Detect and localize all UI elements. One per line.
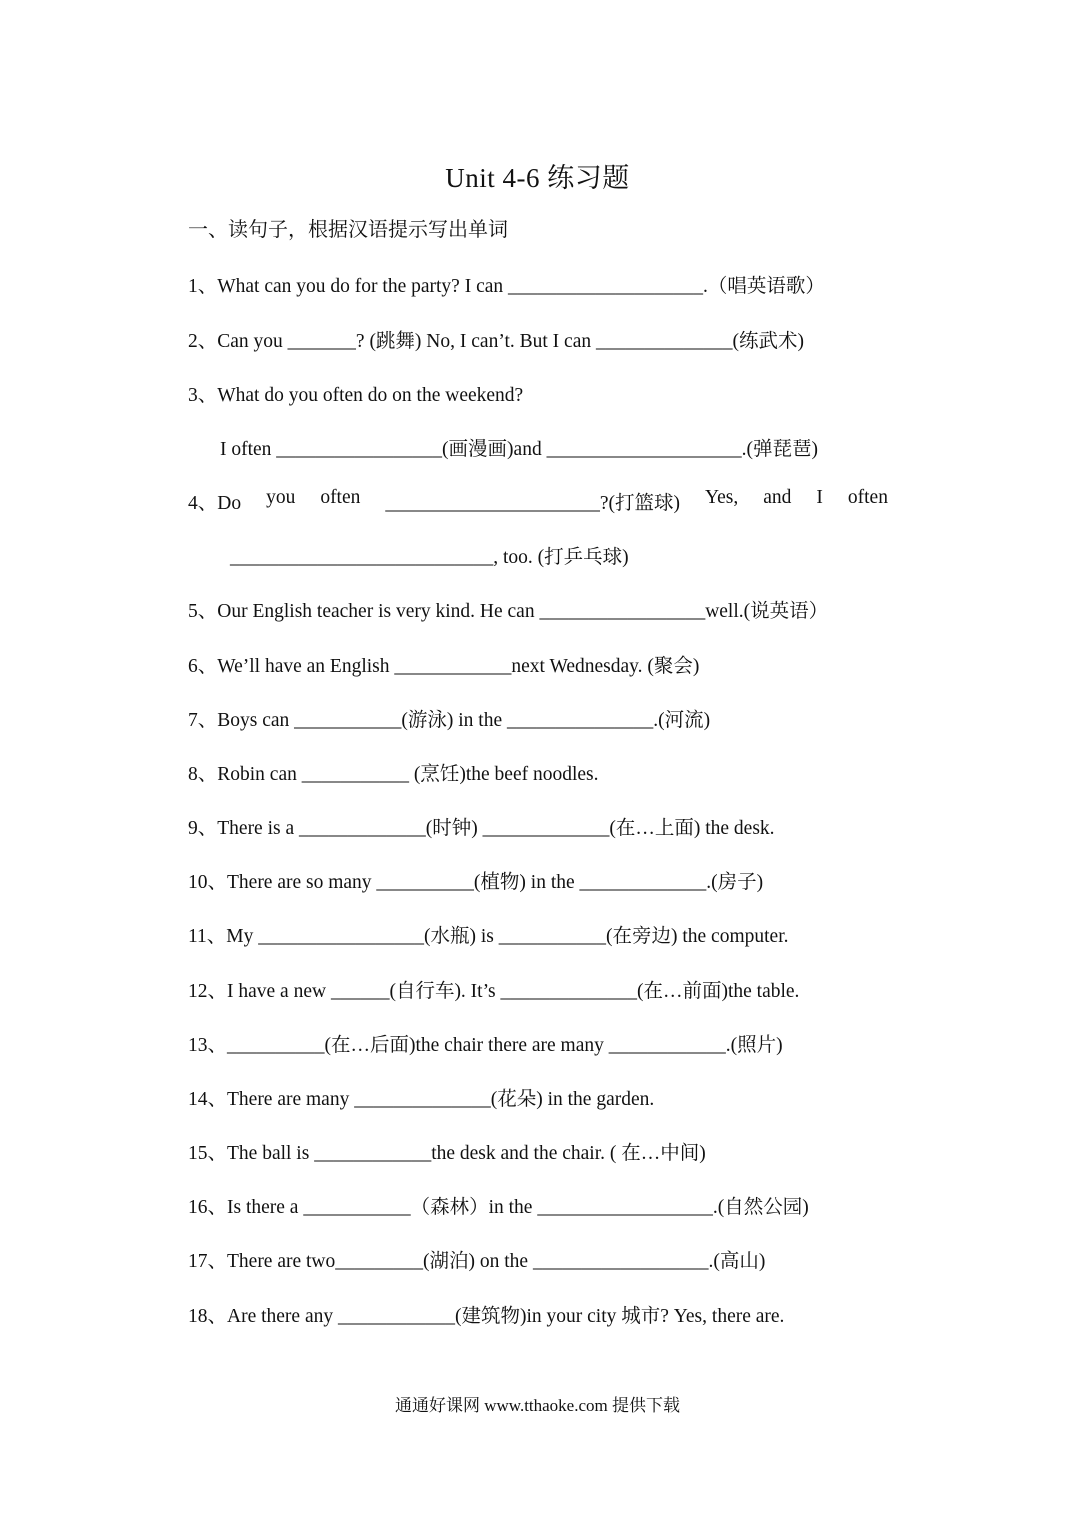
question-1: 1、What can you do for the party? I can ____________________.（唱英语歌）: [188, 276, 825, 297]
q4-word: ______________________?(打篮球): [385, 493, 681, 514]
question-15: 15、The ball is ____________the desk and the chair. ( 在…中间): [188, 1143, 706, 1164]
question-18: 18、Are there any ____________(建筑物)in your city 城市? Yes, there are.: [188, 1306, 785, 1327]
question-14: 14、There are many ______________(花朵) in the garden.: [188, 1089, 655, 1110]
q4-word: often: [320, 487, 361, 508]
question-2: 2、Can you _______? (跳舞) No, I can’t. But I can ______________(练武术): [188, 331, 804, 352]
q4-word: Yes,: [705, 487, 739, 508]
q4-word: and: [763, 487, 792, 508]
q4-word: you: [266, 487, 296, 508]
question-3: 3、What do you often do on the weekend?: [188, 385, 524, 406]
question-5: 5、Our English teacher is very kind. He can _________________well.(说英语）: [188, 601, 829, 622]
q4-word: I: [816, 487, 823, 508]
question-13: 13、__________(在…后面)the chair there are many ____________.(照片): [188, 1035, 783, 1056]
footer-credit: 通通好课网 www.tthaoke.com 提供下载: [394, 1396, 681, 1415]
question-8: 8、Robin can ___________ (烹饪)the beef noodles.: [188, 764, 599, 785]
question-9: 9、There is a _____________(时钟) _____________(在…上面) the desk.: [188, 818, 775, 839]
question-4: [188, 487, 888, 515]
question-7: 7、Boys can ___________(游泳) in the _______________.(河流): [188, 710, 711, 731]
question-4-continuation: ___________________________, too. (打乒乓球): [230, 547, 629, 568]
q4-word: 4、Do: [188, 493, 242, 514]
question-11: 11、My _________________(水瓶) is ___________(在旁边) the computer.: [188, 926, 789, 947]
question-16: 16、Is there a ___________（森林）in the __________________.(自然公园): [188, 1197, 809, 1218]
question-12: 12、I have a new ______(自行车). It’s ______________(在…前面)the table.: [188, 981, 800, 1002]
q4-word: often: [847, 487, 888, 508]
page-title: Unit 4-6 练习题: [445, 163, 630, 193]
question-6: 6、We’ll have an English ____________next Wednesday. (聚会): [188, 656, 700, 677]
section-heading: 一、读句子，根据汉语提示写出单词: [188, 219, 508, 241]
question-3-answer-line: I often _________________(画漫画)and ____________________.(弹琵琶): [220, 439, 818, 460]
question-17: 17、There are two_________(湖泊) on the __________________.(高山): [188, 1251, 766, 1272]
question-10: 10、There are so many __________(植物) in the _____________.(房子): [188, 872, 764, 893]
